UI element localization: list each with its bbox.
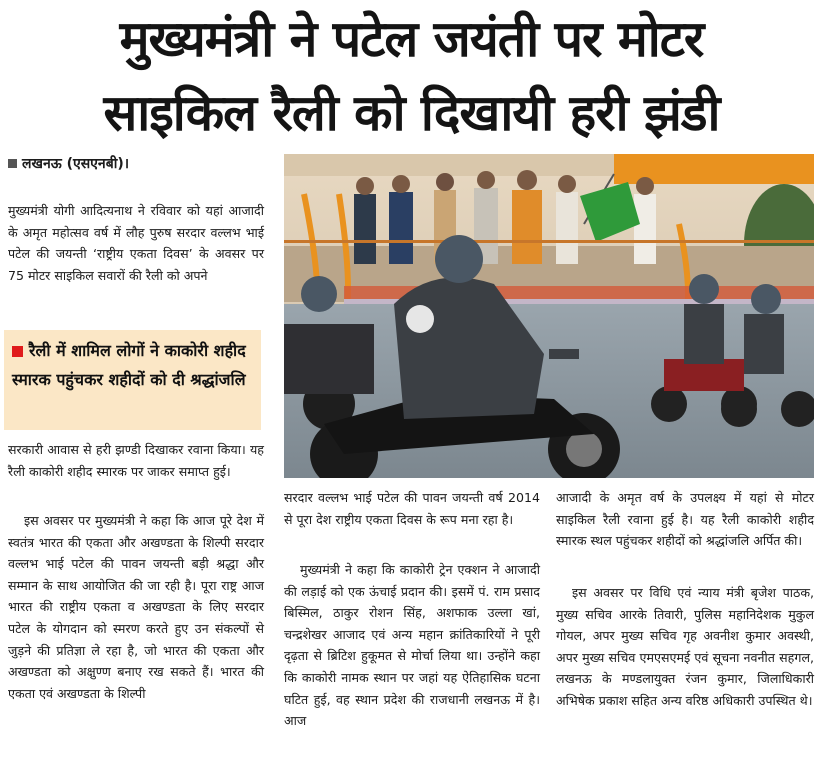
dateline: [8, 154, 129, 173]
red-square-bullet-icon: [12, 346, 23, 357]
column2-paragraph-1: सरदार वल्लभ भाई पटेल की पावन जयन्ती वर्ष 2014 से पूरा देश राष्ट्रीय एकता दिवस के रूप मना रहा है।: [284, 490, 540, 527]
highlight-text: रैली में शामिल लोगों ने काकोरी शहीद स्मारक पहुंचकर शहीदों को दी श्रद्धांजलि: [12, 341, 246, 389]
highlight-box: [4, 330, 261, 430]
column2-paragraph-2: मुख्यमंत्री ने कहा कि काकोरी ट्रेन एक्शन ने आजादी की लड़ाई को एक ऊंचाई प्रदान की। इसमें पं. राम प्रसाद बिस्मिल, ठाकुर रोशन सिंह, अशफाक उल्ला खां, चन्द्रशेखर आजाद एवं अन्य महान क्रांतिकारियों ने पूरी दृढ़ता से ब्रिटिश हुकूमत से मोर्चा लिया था। उन्होंने कहा कि काकोरी नामक स्थान पर जहां यह ऐतिहासिक घटना घटित हुई, वह स्थान प्रदेश की राजधानी लखनऊ में है। आज: [284, 562, 540, 729]
rally-photo: [284, 154, 814, 478]
column1-paragraph-3: इस अवसर पर मुख्यमंत्री ने कहा कि आज पूरे देश में स्वतंत्र भारत की एकता और अखण्डता के शिल्पी सरदार वल्लभ भाई पटेल की पावन जयन्ती बड़ी श्रद्धा और सम्मान के साथ आयोजित की जा रही है। पूरा राष्ट्र आज भारत की राष्ट्रीय एकता व अखण्डता के लिए सरदार पटेल के योगदान को स्मरण करते हुए उन संकल्पों से जुड़ने की प्रतिज्ञा ले रहा है, जो भारत की एकता और अखण्डता को अक्षुण्ण बनाए रख सकते हैं। भारत की एकता एवं अखण्डता के शिल्पी: [8, 513, 264, 701]
dateline-text: लखनऊ (एसएनबी)।: [22, 156, 130, 172]
column3-paragraph-1: आजादी के अमृत वर्ष के उपलक्ष्य में यहां से मोटर साइकिल रैली रवाना हुई है। यह रैली काकोरी शहीद स्मारक स्थल पहुंचकर शहीदों को श्रद्धांजलि अर्पित की।: [556, 490, 814, 549]
dateline-square-icon: [8, 159, 17, 168]
headline-line-2: साइकिल रैली को दिखायी हरी झंडी: [103, 84, 720, 142]
column3-paragraph-2: इस अवसर पर विधि एवं न्याय मंत्री बृजेश पाठक, मुख्य सचिव आरके तिवारी, पुलिस महानिदेशक मुकुल गोयल, अपर मुख्य सचिव गृह अवनीश कुमार अवस्थी, अपर मुख्य सचिव एमएसएमई एवं सूचना नवनीत सहगल, लखनऊ के मण्डलायुक्त रंजन कुमार, जिलाधिकारी अभिषेक प्रकाश सहित अन्य वरिष्ठ अधिकारी उपस्थित थे।: [556, 585, 814, 708]
column1-paragraph-2: सरकारी आवास से हरी झण्डी दिखाकर रवाना किया। यह रैली काकोरी शहीद स्मारक पर जाकर समाप्त हुई।: [8, 442, 264, 479]
headline-line-1: मुख्यमंत्री ने पटेल जयंती पर मोटर: [119, 10, 704, 68]
column1-paragraph-1: मुख्यमंत्री योगी आदित्यनाथ ने रविवार को यहां आजादी के अमृत महोत्सव वर्ष में लौह पुरुष सरदार वल्लभ भाई पटेल की जयन्ती ‘राष्ट्रीय एकता दिवस’ के अवसर पर 75 मोटर साइकिल सवारों की रैली को अपने: [8, 203, 264, 283]
rally-photo-illustration: [284, 154, 814, 478]
